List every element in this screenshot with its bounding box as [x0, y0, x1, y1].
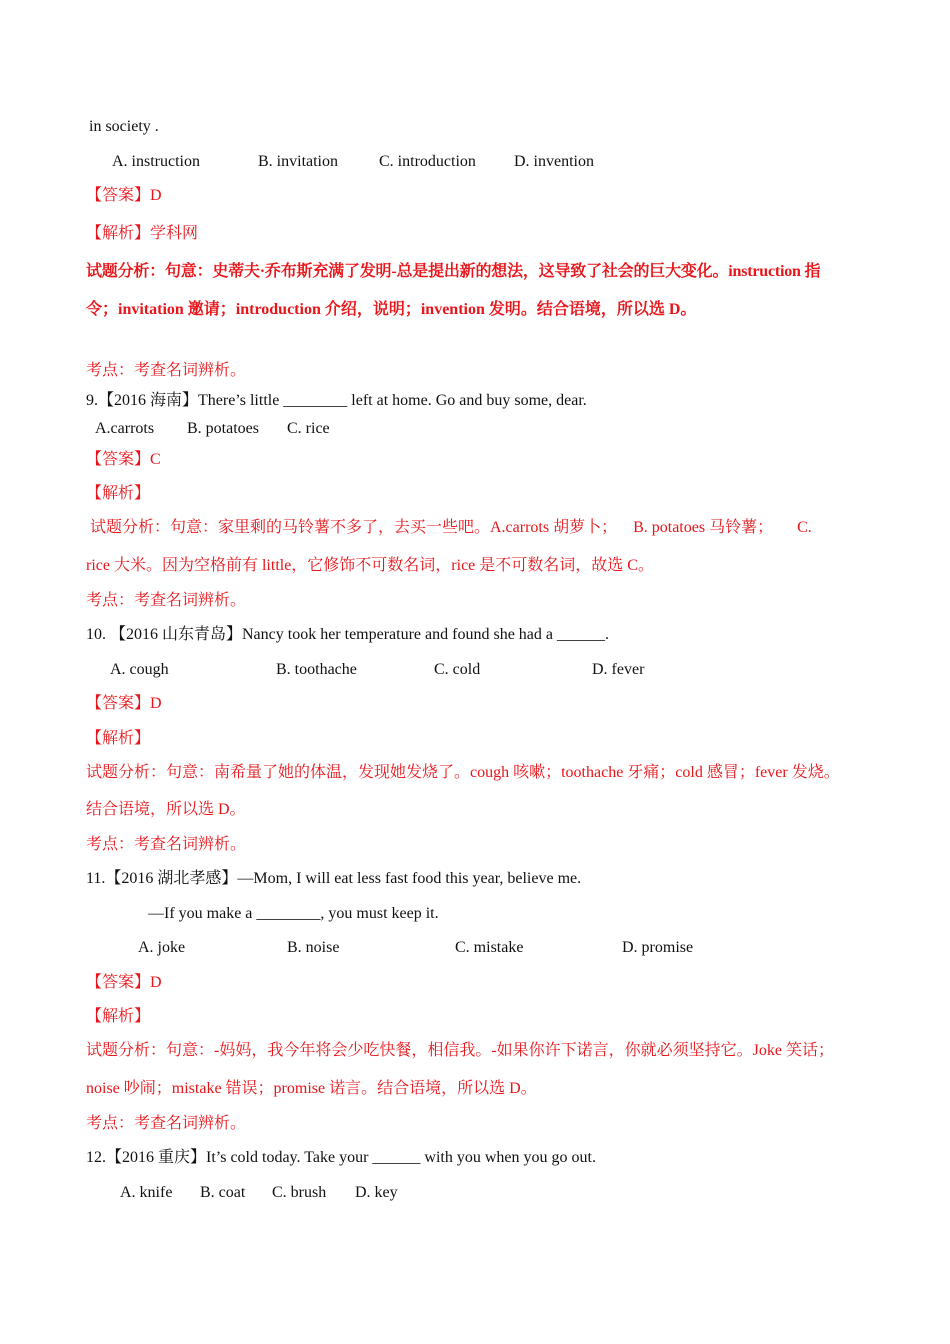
q9-analysis-line1: 试题分析：句意：家里剩的马铃薯不多了，去买一些吧。A.carrots 胡萝卜； B. potatoes 马铃薯； C.	[90, 519, 812, 536]
q8-option-b: B. invitation	[258, 153, 338, 170]
q11-stem-reply: —If you make a ________, you must keep it.	[148, 905, 439, 922]
q8-stem-tail: in society .	[89, 118, 159, 135]
q8-option-d: D. invention	[514, 153, 594, 170]
q8-point: 考点：考查名词辨析。	[86, 362, 247, 379]
q9-option-c: C. rice	[287, 420, 330, 437]
q10-option-c: C. cold	[434, 661, 481, 678]
q9-option-a: A.carrots	[95, 420, 155, 437]
q10-answer: 【答案】D	[86, 695, 162, 712]
q10-point: 考点：考查名词辨析。	[86, 836, 247, 853]
q12-option-c: C. brush	[272, 1184, 327, 1201]
q8-option-a: A. instruction	[112, 153, 200, 170]
q8-analysis-line2: 令；invitation 邀请；introduction 介绍，说明；invention 发明。结合语境，所以选 D。	[86, 301, 697, 318]
q9-option-b: B. potatoes	[187, 420, 259, 437]
q8-analysis-label: 【解析】学科网	[86, 225, 199, 242]
q10-option-a: A. cough	[110, 661, 169, 678]
q10-analysis-line1: 试题分析：句意：南希量了她的体温，发现她发烧了。cough 咳嗽；toothache 牙痛；cold 感冒；fever 发烧。	[86, 764, 840, 781]
q10-analysis-line2: 结合语境，所以选 D。	[86, 801, 246, 818]
q10-stem: 10. 【2016 山东青岛】Nancy took her temperature and found she had a ______.	[86, 626, 609, 643]
q11-options	[0, 938, 950, 958]
q12-option-b: B. coat	[200, 1184, 246, 1201]
q8-analysis-line1: 试题分析：句意：史蒂夫·乔布斯充满了发明-总是提出新的想法，这导致了社会的巨大变化。instruction 指	[86, 263, 821, 280]
q11-analysis-label: 【解析】	[86, 1008, 151, 1025]
q12-options	[0, 1183, 950, 1203]
q12-option-a: A. knife	[120, 1184, 173, 1201]
q8-options	[0, 152, 950, 172]
q12-option-d: D. key	[355, 1184, 398, 1201]
q9-analysis-label: 【解析】	[86, 485, 151, 502]
q10-option-d: D. fever	[592, 661, 645, 678]
q11-option-a: A. joke	[138, 939, 186, 956]
q8-answer: 【答案】D	[86, 187, 162, 204]
q11-analysis-line2: noise 吵闹；mistake 错误；promise 诺言。结合语境，所以选 D。	[86, 1080, 537, 1097]
q11-option-b: B. noise	[287, 939, 340, 956]
watermark	[695, 240, 875, 359]
q8-option-c: C. introduction	[379, 153, 476, 170]
q9-point: 考点：考查名词辨析。	[86, 592, 247, 609]
q12-stem: 12.【2016 重庆】It’s cold today. Take your ______ with you when you go out.	[86, 1149, 596, 1166]
q9-answer: 【答案】C	[86, 451, 161, 468]
q11-option-c: C. mistake	[455, 939, 524, 956]
q11-analysis-line1: 试题分析：句意：-妈妈，我今年将会少吃快餐，相信我。-如果你许下诺言，你就必须坚持它。Joke 笑话；	[86, 1042, 834, 1059]
q9-options	[0, 419, 950, 439]
q11-answer: 【答案】D	[86, 974, 162, 991]
q9-stem: 9.【2016 海南】There’s little ________ left at home. Go and buy some, dear.	[86, 392, 587, 409]
q9-analysis-line2: rice 大米。因为空格前有 little，它修饰不可数名词，rice 是不可数名词，故选 C。	[86, 557, 654, 574]
q10-option-b: B. toothache	[276, 661, 357, 678]
q10-options	[0, 660, 950, 680]
q10-analysis-label: 【解析】	[86, 730, 151, 747]
q11-point: 考点：考查名词辨析。	[86, 1115, 247, 1132]
q11-stem: 11.【2016 湖北孝感】—Mom, I will eat less fast food this year, believe me.	[86, 870, 582, 887]
q11-option-d: D. promise	[622, 939, 694, 956]
